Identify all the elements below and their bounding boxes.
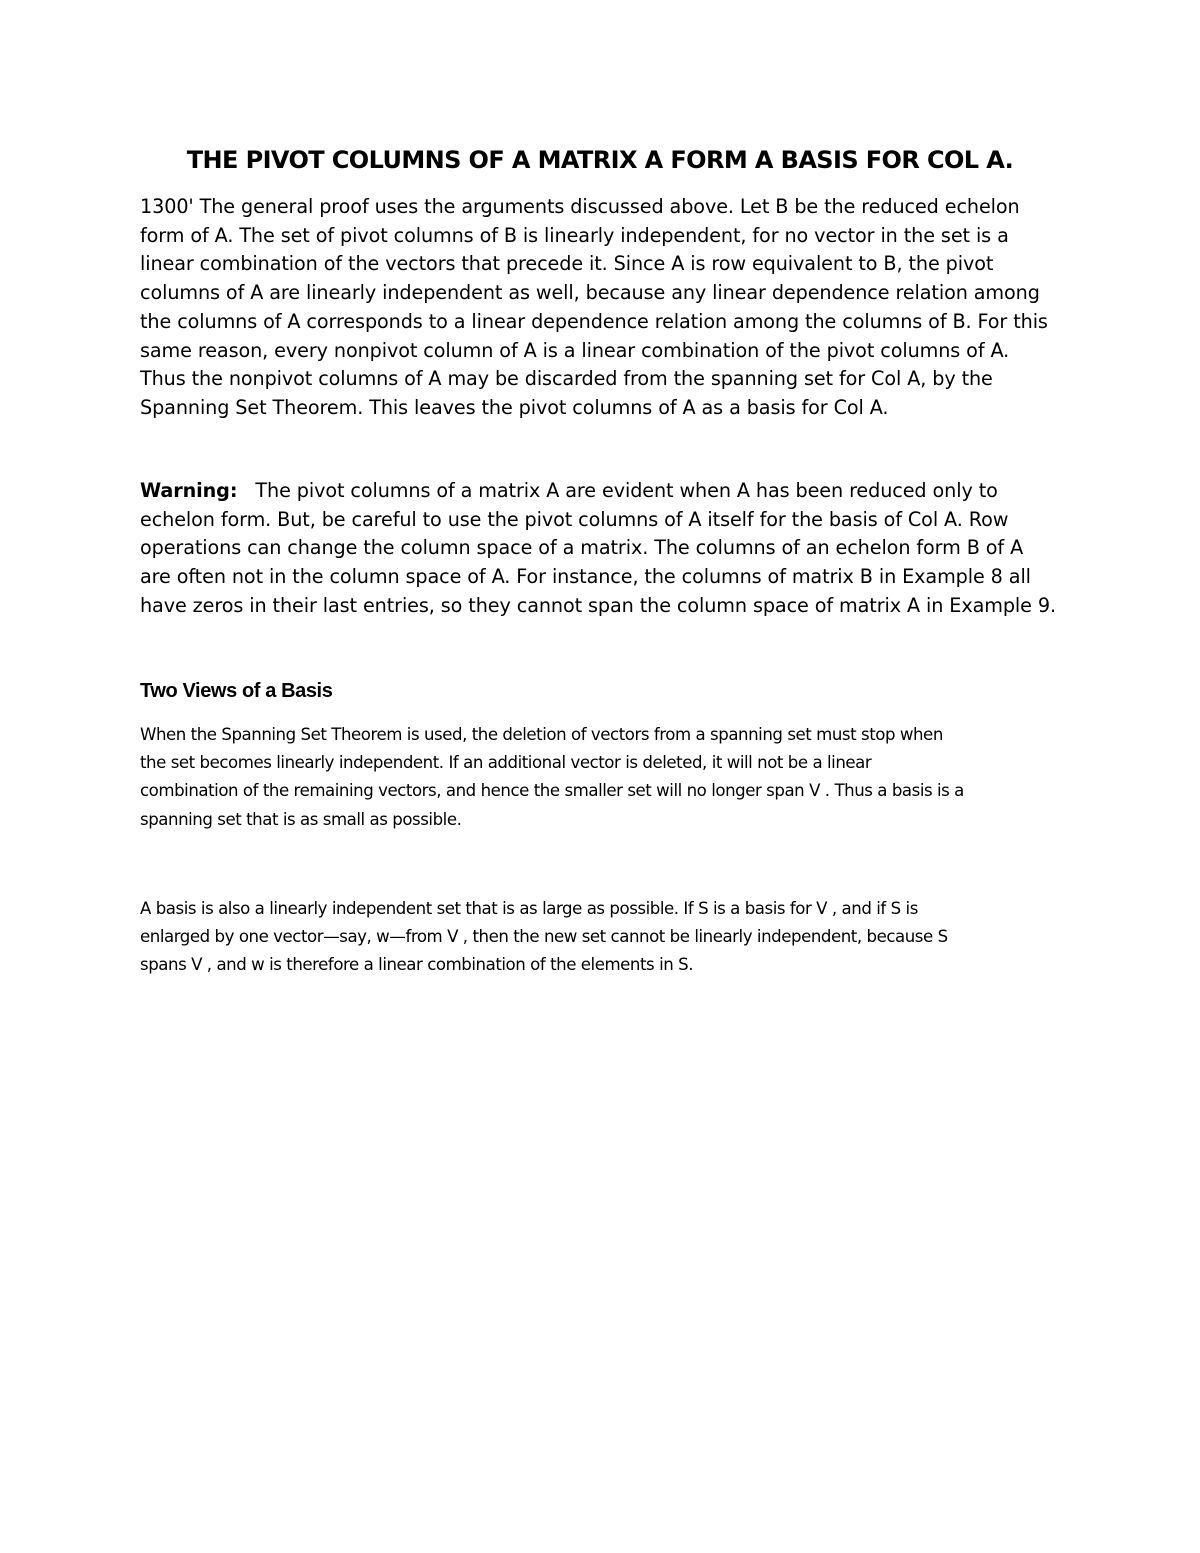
views-paragraph-1 xyxy=(140,721,1070,834)
paragraph-line: have zeros in their last entries, so they cannot span the column space of matrix A in Example 9. xyxy=(140,593,1056,617)
paragraph-line: combination of the remaining vectors, and hence the smaller set will no longer span V . Thus a basis is a xyxy=(140,781,964,801)
proof-paragraph xyxy=(140,193,1070,423)
paragraph-line: Spanning Set Theorem. This leaves the pivot columns of A as a basis for Col A. xyxy=(140,395,889,419)
paragraph-line: are often not in the column space of A. For instance, the columns of matrix B in Example 8 all xyxy=(140,565,1031,589)
paragraph-line: A basis is also a linearly independent set that is as large as possible. If S is a basis for V , and if S is xyxy=(140,899,918,918)
paragraph-line: Thus the nonpivot columns of A may be discarded from the spanning set for Col A, by the xyxy=(140,367,993,391)
paragraph-line xyxy=(140,477,1070,506)
paragraph-line: enlarged by one vector—say, w—from V , then the new set cannot be linearly independent, because S xyxy=(140,927,948,947)
views-paragraph-2 xyxy=(140,895,1070,980)
page-title: THE PIVOT COLUMNS OF A MATRIX A FORM A BASIS FOR COL A. xyxy=(186,146,1014,174)
warning-label: Warning: xyxy=(140,479,238,502)
paragraph-line: spanning set that is as small as possible. xyxy=(140,809,462,829)
paragraph-line: operations can change the column space of a matrix. The columns of an echelon form B of A xyxy=(140,536,1024,560)
section-heading: Two Views of a Basis xyxy=(140,680,333,702)
paragraph-line: columns of A are linearly independent as well, because any linear dependence relation among xyxy=(140,281,1040,305)
warning-first-line-text: The pivot columns of a matrix A are evident when A has been reduced only to xyxy=(255,479,998,502)
paragraph-line: 1300' The general proof uses the arguments discussed above. Let B be the reduced echelon xyxy=(140,195,1020,218)
paragraph-line: form of A. The set of pivot columns of B is linearly independent, for no vector in the set is a xyxy=(140,223,1009,247)
paragraph-line: same reason, every nonpivot column of A is a linear combination of the pivot columns of A. xyxy=(140,338,1010,362)
paragraph-line: the set becomes linearly independent. If an additional vector is deleted, it will not be a linear xyxy=(140,753,872,773)
paragraph-line: echelon form. But, be careful to use the pivot columns of A itself for the basis of Col A. Row xyxy=(140,507,1009,531)
paragraph-line: When the Spanning Set Theorem is used, the deletion of vectors from a spanning set must stop when xyxy=(140,725,943,744)
warning-paragraph xyxy=(140,477,1070,621)
paragraph-line: linear combination of the vectors that precede it. Since A is row equivalent to B, the pivot xyxy=(140,252,994,276)
paragraph-line: spans V , and w is therefore a linear combination of the elements in S. xyxy=(140,955,694,975)
paragraph-line: the columns of A corresponds to a linear dependence relation among the columns of B. For this xyxy=(140,309,1048,333)
